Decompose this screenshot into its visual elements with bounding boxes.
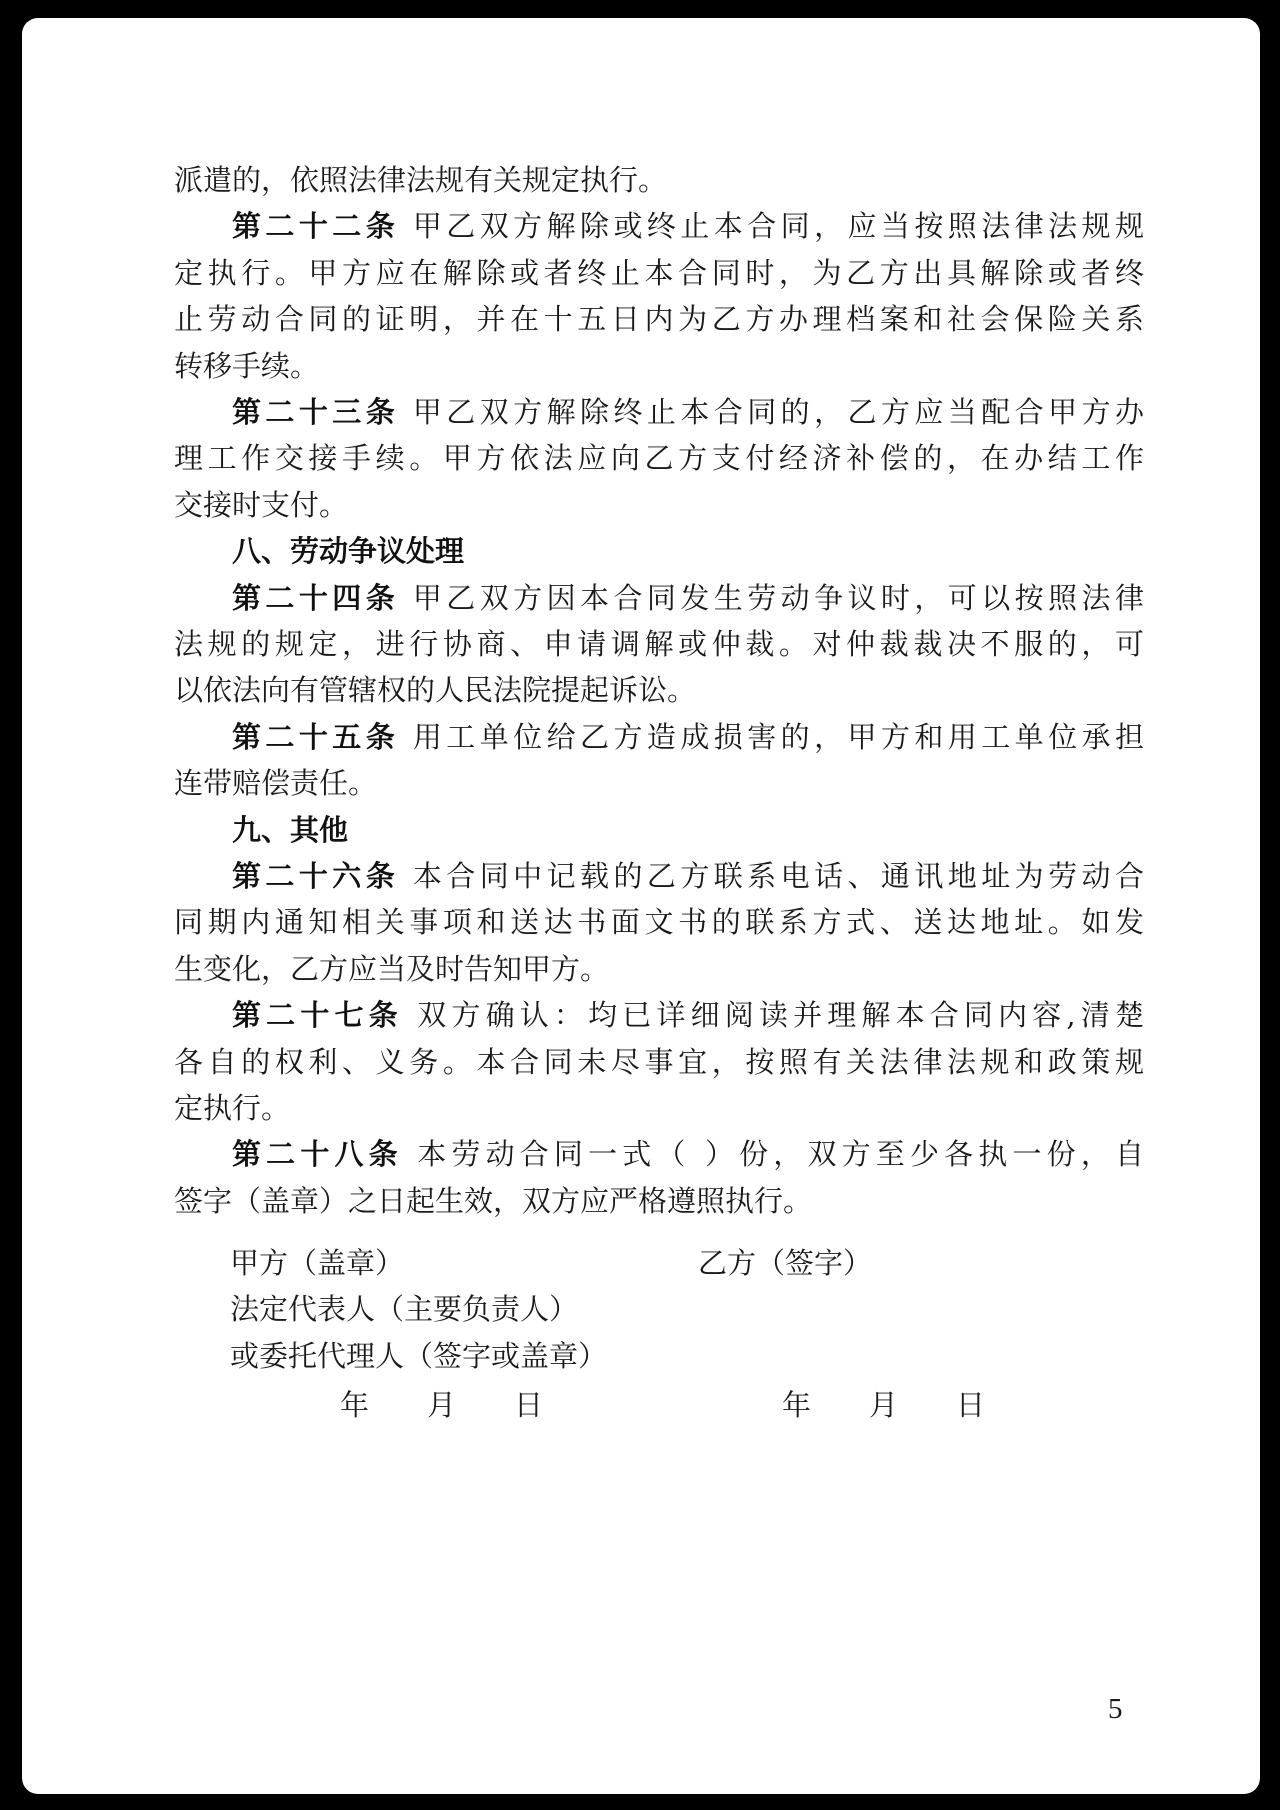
clause-text: 甲乙双方解除或终止本合同，应当按照法律法规规 — [399, 209, 1144, 243]
clause-text: 用工单位给乙方造成损害的，甲方和用工单位承担 — [399, 720, 1144, 754]
clause-text: 双方确认：均已详细阅读并理解本合同内容,清楚 — [402, 998, 1144, 1032]
clause-text: 本合同中记载的乙方联系电话、通讯地址为劳动合 — [399, 859, 1144, 893]
clause-text: 定执行。甲方应在解除或者终止本合同时，为乙方出具解除或者终 — [174, 256, 1144, 290]
legal-representative-label: 法定代表人（主要负责人） — [230, 1292, 579, 1326]
clause-text: 生变化，乙方应当及时告知甲方。 — [174, 952, 610, 986]
clause-number: 第二十二条 — [232, 209, 400, 243]
clause-text: 以依法向有管辖权的人民法院提起诉讼。 — [174, 673, 697, 707]
section-title: 九、其他 — [232, 813, 349, 847]
section-title: 八、劳动争议处理 — [232, 534, 465, 568]
clause-text: 甲乙双方解除终止本合同的，乙方应当配合甲方办 — [399, 395, 1144, 429]
contract-line — [174, 292, 1144, 346]
document-page — [22, 18, 1260, 1794]
clause-text: 交接时支付。 — [174, 488, 349, 522]
party-b-label: 乙方（签字） — [698, 1246, 873, 1280]
contract-line — [174, 1127, 1144, 1181]
party-a-date: 年 月 日 — [340, 1388, 544, 1422]
clause-text: 理工作交接手续。甲方依法应向乙方支付经济补偿的，在办结工作 — [174, 441, 1144, 475]
contract-line — [174, 663, 696, 717]
clause-number: 第二十四条 — [232, 581, 400, 615]
contract-line — [174, 988, 1144, 1042]
clause-text: 同期内通知相关事项和送达书面文书的联系方式、送达地址。如发 — [174, 905, 1144, 939]
clause-text: 签字（盖章）之日起生效，双方应严格遵照执行。 — [174, 1184, 813, 1218]
clause-text: 连带赔偿责任。 — [174, 766, 378, 800]
party-a-label: 甲方（盖章） — [230, 1246, 405, 1280]
page-number: 5 — [1108, 1693, 1123, 1725]
clause-text: 定执行。 — [174, 1091, 291, 1125]
clause-number: 第二十三条 — [232, 395, 400, 429]
clause-text: 转移手续。 — [174, 349, 320, 383]
clause-text: 甲乙双方因本合同发生劳动争议时，可以按照法律 — [399, 581, 1144, 615]
clause-text: 本劳动合同一式（ ）份，双方至少各执一份，自 — [402, 1137, 1144, 1171]
clause-number: 第二十七条 — [232, 998, 403, 1032]
contract-line — [174, 431, 1144, 485]
contract-line — [174, 199, 1144, 253]
contract-line — [174, 895, 1144, 949]
party-b-date: 年 月 日 — [782, 1388, 986, 1422]
clause-text: 各自的权利、义务。本合同未尽事宜，按照有关法律法规和政策规 — [174, 1045, 1144, 1079]
clause-text: 止劳动合同的证明，并在十五日内为乙方办理档案和社会保险关系 — [174, 302, 1144, 336]
clause-number: 第二十六条 — [232, 859, 400, 893]
clause-text: 法规的规定，进行协商、申请调解或仲裁。对仲裁裁决不服的，可 — [174, 627, 1144, 661]
clause-text: 派遣的，依照法律法规有关规定执行。 — [174, 163, 668, 197]
clause-number: 第二十八条 — [232, 1137, 403, 1171]
clause-number: 第二十五条 — [232, 720, 400, 754]
contract-line — [174, 1035, 1144, 1089]
contract-line — [174, 756, 377, 810]
section-heading — [174, 524, 464, 578]
contract-line — [174, 1174, 812, 1228]
authorized-agent-label: 或委托代理人（签字或盖章） — [230, 1339, 608, 1373]
